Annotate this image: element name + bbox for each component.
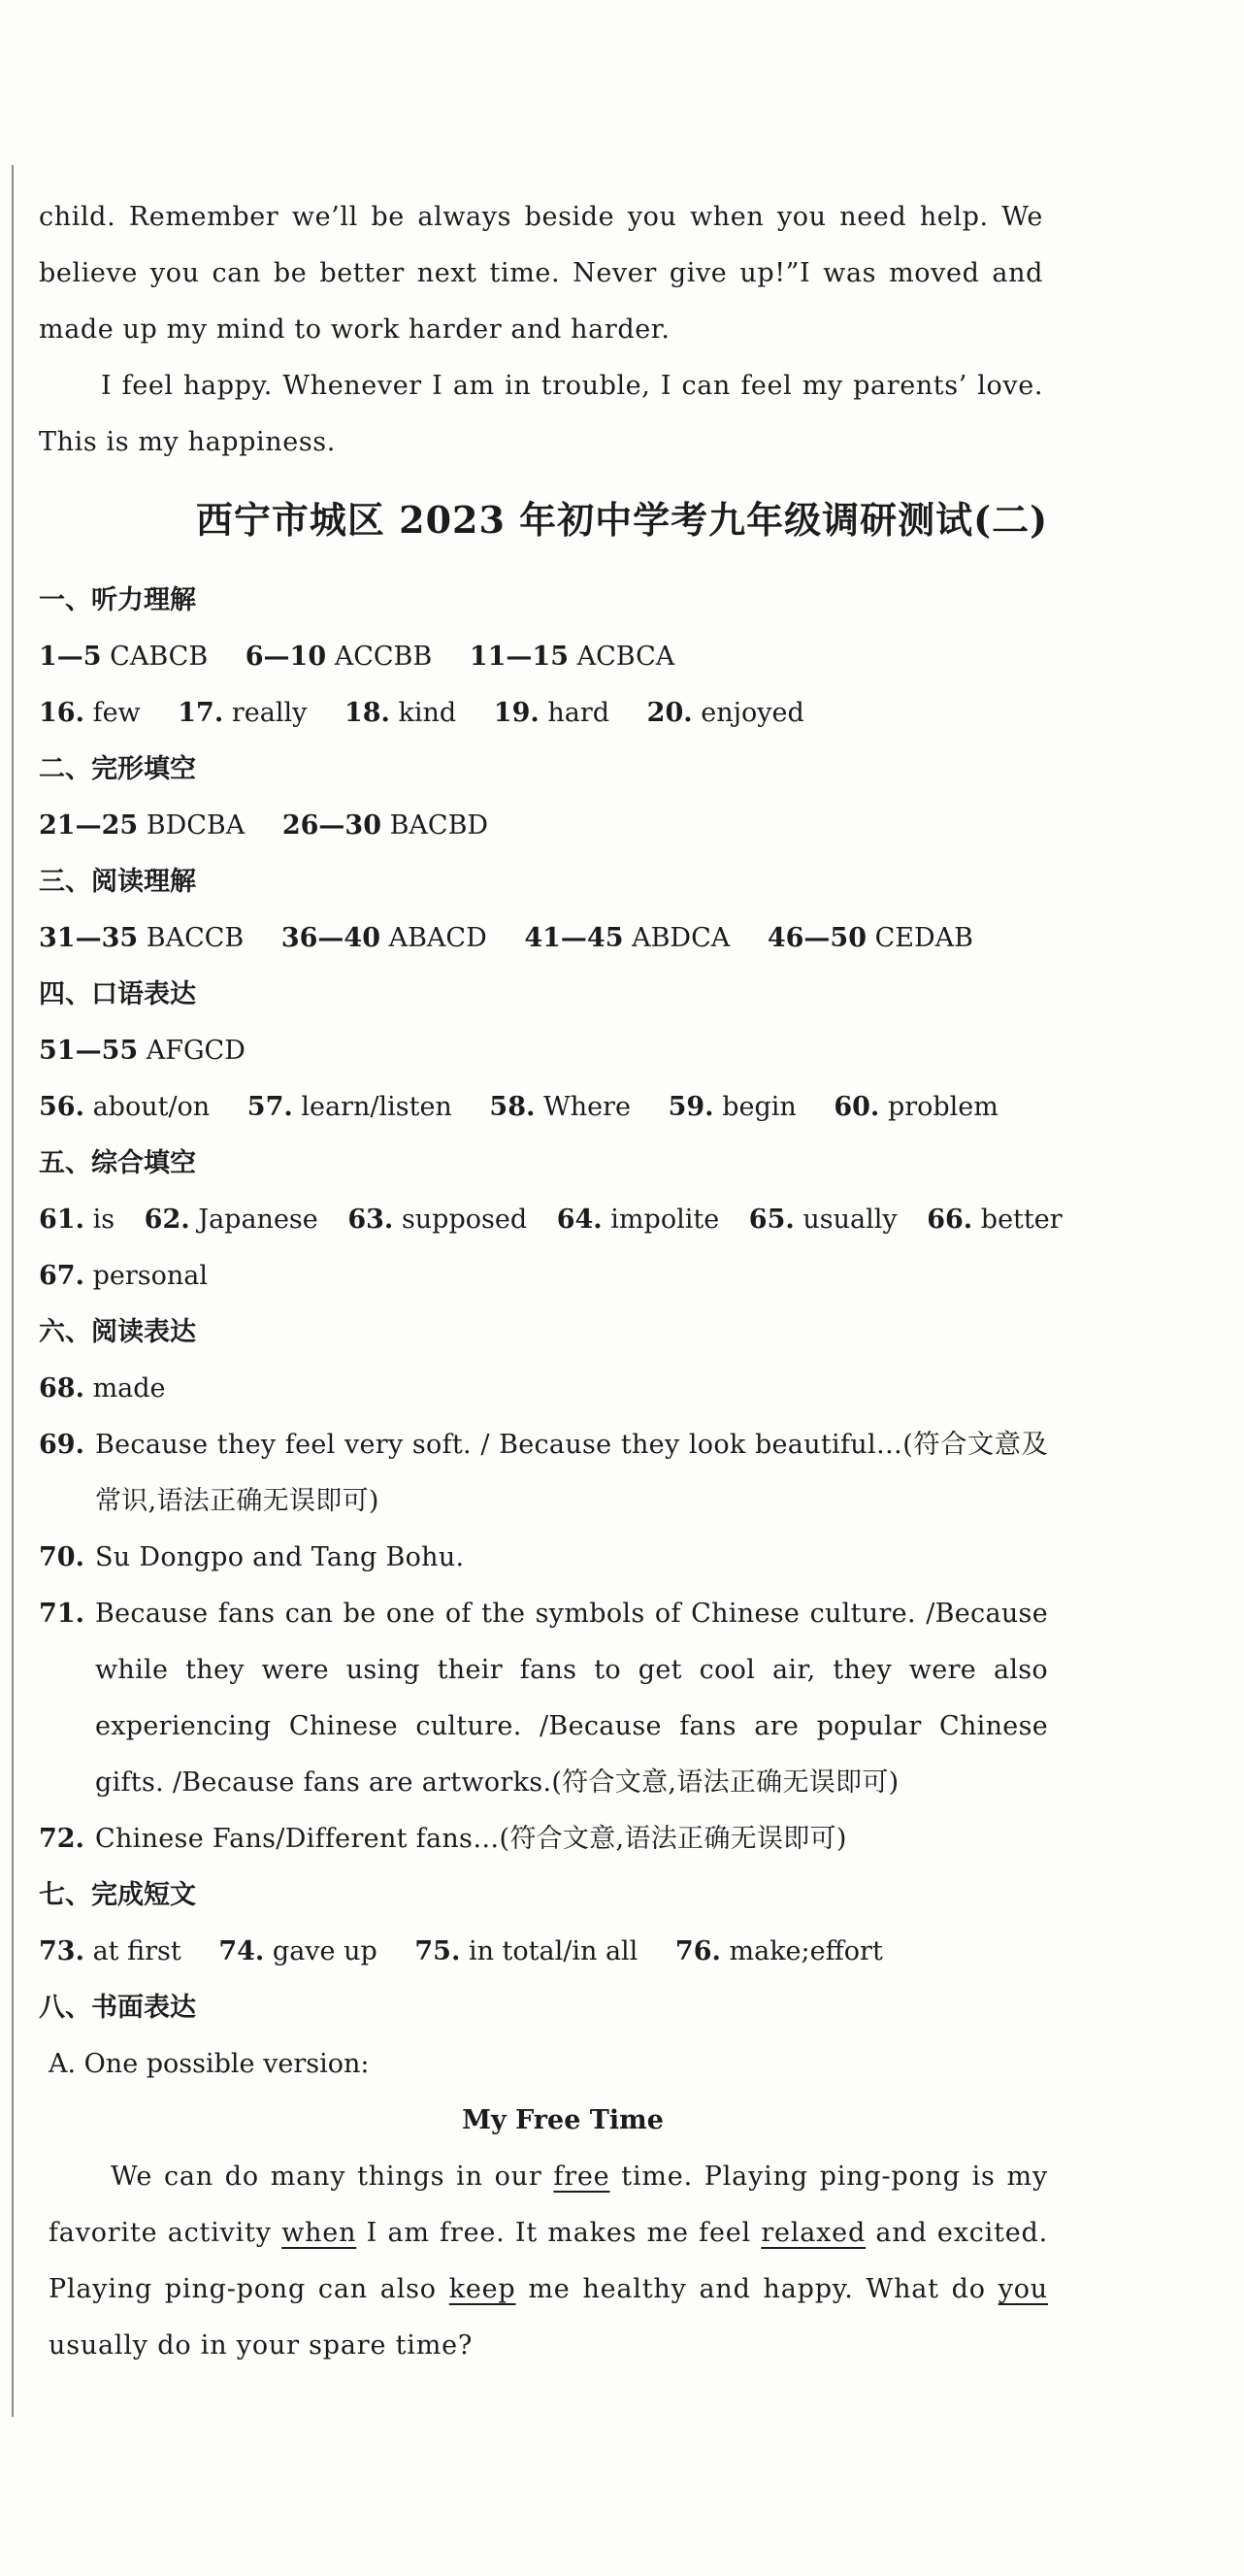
answer-item [927,1192,1062,1248]
essay-text: I am free. It makes me feel [356,2218,762,2248]
answer-row [39,1248,1048,1305]
underlined-word: you [998,2274,1048,2304]
answer-item [39,1192,115,1248]
answer-text: make;effort [729,1936,883,1966]
answer-item [494,685,609,742]
answer-text: ACBCA [576,642,675,672]
answer-block [39,1811,1048,1867]
answer-text: ABACD [388,923,487,953]
test-title: 西宁市城区 2023 年初中学考九年级调研测试(二) [195,498,1049,542]
answer-item [414,1924,638,1980]
section-heading-writing: 八、书面表达 [39,1993,196,2023]
essay-text: me healthy and happy. What do [515,2274,998,2304]
question-number: 31—35 [39,923,139,953]
answer-item [470,629,674,685]
answer-row [39,1192,1063,1248]
answer-item [489,1079,631,1136]
passage-paragraph-1: child. Remember we’ll be always beside you when you need help. We believe you can be better next time. Never give up!”I was moved and made up my mind to work harder and harder. [39,202,1043,345]
answer-item [675,1924,883,1980]
question-number: 36—40 [280,923,380,953]
answer-text: Chinese Fans/Different fans…(符合文意,语法正确无误即可) [95,1824,847,1854]
essay-title: My Free Time [462,2105,664,2135]
question-number: 56. [39,1092,84,1122]
question-number: 68. [39,1373,84,1404]
section-heading-reading-expression: 六、阅读表达 [39,1317,196,1347]
question-number: 16. [39,698,84,728]
answer-item [647,685,804,742]
answer-text: personal [92,1261,208,1291]
section-heading-oral: 四、口语表达 [39,979,196,1009]
answer-text: Japanese [198,1205,318,1235]
answer-text: Where [543,1092,632,1122]
answer-item [557,1192,719,1248]
answer-text: in total/in all [468,1936,638,1966]
answer-text: problem [887,1092,998,1122]
question-number: 64. [556,1205,603,1235]
answer-text: BDCBA [146,810,246,841]
question-number: 70. [39,1542,84,1572]
question-number: 21—25 [39,810,139,841]
answer-item [39,910,244,967]
section-heading-reading: 三、阅读理解 [39,867,196,897]
question-number: 74. [218,1936,265,1966]
question-number: 61. [39,1205,84,1235]
answer-key [39,573,1063,2374]
answer-row [39,798,1048,854]
question-number: 66. [927,1205,973,1235]
section-heading-complete-passage: 七、完成短文 [39,1880,196,1910]
answer-item [39,1023,246,1079]
question-number: 18. [344,698,390,728]
answer-item [178,685,307,742]
underlined-word: relaxed [761,2218,867,2248]
answer-text: about/on [92,1092,211,1122]
answer-text: CEDAB [874,923,973,953]
answer-item [39,1248,208,1305]
question-number: 46—50 [767,923,867,953]
question-number: 1—5 [39,642,102,672]
answer-text: is [92,1205,115,1235]
answer-text: better [980,1205,1063,1235]
question-number: 75. [414,1936,461,1966]
question-number: 72. [39,1824,84,1854]
answer-text: kind [398,698,457,728]
answer-item [218,1924,376,1980]
underlined-word: when [281,2218,357,2248]
answer-text: impolite [610,1205,720,1235]
question-number: 67. [39,1261,84,1291]
answer-text: enjoyed [701,698,804,728]
answer-block [39,1530,1048,1586]
answer-text: Because they feel very soft. / Because they look beautiful…(符合文意及常识,语法正确无误即可) [95,1430,1048,1516]
question-number: 73. [39,1936,84,1966]
question-number: 71. [39,1599,84,1629]
sample-essay [39,2149,1048,2374]
answer-text: supposed [401,1205,528,1235]
answer-text: really [231,698,308,728]
answer-row [39,1924,1048,1980]
answer-item [246,629,432,685]
answer-text: hard [547,698,610,728]
answer-text: BACBD [389,810,489,841]
question-number: 19. [493,698,540,728]
answer-item [145,1192,318,1248]
answer-row [39,1361,1048,1417]
answer-text: Su Dongpo and Tang Bohu. [95,1542,465,1572]
question-number: 63. [347,1205,394,1235]
underlined-word: free [553,2162,610,2192]
question-number: 41—45 [524,923,624,953]
section-heading-cloze: 二、完形填空 [39,754,196,784]
answer-item [749,1192,898,1248]
essay-text: usually do in your spare time? [49,2330,474,2361]
essay-text: We can do many things in our [111,2162,554,2192]
answer-text: gave up [272,1936,377,1966]
answer-text: made [92,1373,166,1404]
section-heading-listening: 一、听力理解 [39,585,196,615]
question-number: 20. [646,698,693,728]
answer-text: ACCBB [334,642,433,672]
answer-text: at first [92,1936,181,1966]
answer-item [347,1192,527,1248]
answer-item [344,685,456,742]
answer-text: learn/listen [301,1092,452,1122]
question-number: 17. [178,698,224,728]
answer-item [768,910,973,967]
question-number: 76. [674,1936,721,1966]
answer-text: ABDCA [632,923,731,953]
essay-text: and excited. Playing ping-pong can also [49,2218,1048,2304]
question-number: 26—30 [281,810,381,841]
answer-item [39,685,141,742]
question-number: 60. [834,1092,880,1122]
question-number: 65. [748,1205,795,1235]
question-number: 57. [246,1092,293,1122]
question-number: 6—10 [245,642,327,672]
answer-item [247,1079,452,1136]
answer-item [39,629,208,685]
answer-item [39,1924,181,1980]
answer-item [39,798,245,854]
answer-item [281,910,487,967]
answer-text: usually [802,1205,898,1235]
essay-text: time. Playing ping-pong is my favorite activity [49,2162,1048,2248]
question-number: 69. [39,1430,84,1460]
answer-item [39,1079,210,1136]
answer-item [524,910,730,967]
answer-row [39,1079,1048,1136]
answer-row [39,685,1048,742]
essay-paragraph [39,2149,1048,2374]
question-number: 59. [668,1092,714,1122]
answer-block [39,1586,1048,1811]
essay-intro: A. One possible version: [49,2049,370,2079]
answer-row [39,629,1048,685]
answer-text: few [92,698,141,728]
question-number: 58. [489,1092,536,1122]
answer-text: Because fans can be one of the symbols of Chinese culture. /Because while they were using their fans to get cool air, they were also experiencing Chinese culture. /Because fans are popular Chinese gifts. /Because fans are artworks.(符合文意,语法正确无误即可) [95,1599,1048,1798]
passage-continuation [39,189,1043,471]
answer-text: begin [722,1092,797,1122]
section-heading-comprehensive: 五、综合填空 [39,1148,196,1178]
answer-text: AFGCD [146,1036,246,1066]
answer-text: CABCB [110,642,209,672]
question-number: 51—55 [39,1036,139,1066]
answer-row [39,1023,1048,1079]
answer-block [39,1417,1048,1530]
answer-text: BACCB [146,923,245,953]
question-number: 62. [144,1205,190,1235]
question-number: 11—15 [469,642,569,672]
answer-item [834,1079,998,1136]
answer-item [282,798,488,854]
answer-item [669,1079,797,1136]
answer-row [39,910,1048,967]
underlined-word: keep [448,2274,516,2304]
passage-paragraph-2: I feel happy. Whenever I am in trouble, I can feel my parents’ love. This is my happiness. [39,371,1043,457]
